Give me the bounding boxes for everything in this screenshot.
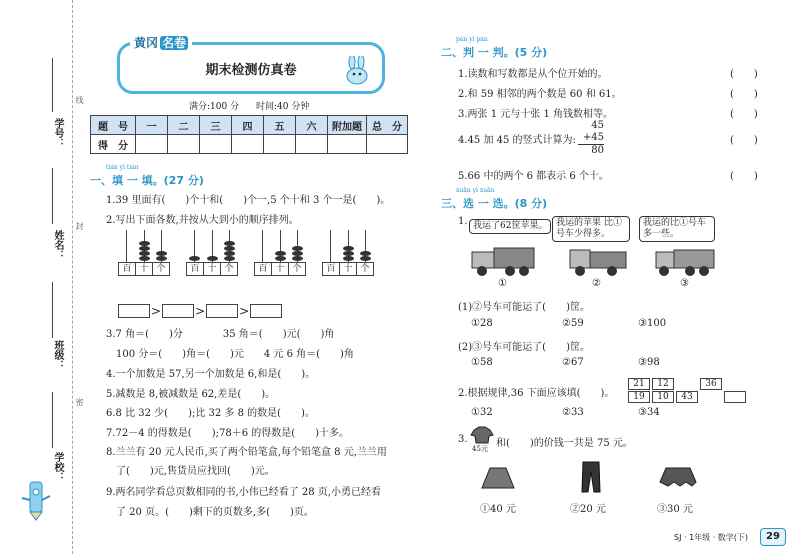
q3-3-opt2[interactable]: ②20 元 bbox=[570, 504, 606, 515]
section1-pinyin: tián yì tián bbox=[106, 164, 139, 171]
truck-1-icon bbox=[470, 244, 536, 278]
judge-answer-1[interactable]: ( ) bbox=[730, 69, 758, 80]
q1-5: 5.减数是 8,被减数是 62,差是( )。 bbox=[106, 389, 276, 400]
q3-1-sub1: (1)②号车可能运了( )筐。 bbox=[458, 302, 590, 313]
q3-3-opt1[interactable]: ①40 元 bbox=[480, 504, 516, 515]
q3-1-sub2-opt3[interactable]: ③98 bbox=[638, 357, 660, 368]
binding-mark-seal: 封 bbox=[75, 222, 84, 230]
truck-2-icon bbox=[568, 244, 628, 278]
q3-2: 2.根据规律,36 下面应该填( )。 bbox=[458, 388, 615, 399]
school-label: 学校： bbox=[52, 452, 63, 482]
rabbit-mascot-icon bbox=[340, 56, 374, 86]
speech-bubble-1: 我运了62筐苹果。 bbox=[469, 219, 551, 234]
score-header-cell: 题 号 bbox=[91, 116, 136, 135]
tutu-skirt-icon bbox=[658, 466, 698, 490]
page-number: 29 bbox=[760, 528, 786, 546]
section2-title: 二、判 一 判。(5 分) bbox=[441, 46, 548, 59]
judge-answer-3[interactable]: ( ) bbox=[730, 109, 758, 120]
score-header-cell: 二 bbox=[168, 116, 200, 135]
truck-label-2: ② bbox=[592, 278, 601, 289]
student-id-line[interactable] bbox=[52, 58, 53, 112]
name-line[interactable] bbox=[52, 168, 53, 224]
judge-answer-2[interactable]: ( ) bbox=[730, 89, 758, 100]
q3-3-opt3[interactable]: ③30 元 bbox=[657, 504, 693, 515]
score-header-cell: 总 分 bbox=[367, 116, 408, 135]
q1-3-line1: 3.7 角＝( )分 35 角＝( )元( )角 bbox=[106, 329, 335, 340]
q1-3-line2: 100 分＝( )角＝( )元 4 元 6 角＝( )角 bbox=[106, 349, 354, 360]
pants-icon bbox=[580, 460, 602, 494]
ordering-boxes: > > > bbox=[118, 300, 282, 319]
score-table bbox=[90, 115, 408, 154]
pencil-mascot-icon bbox=[16, 478, 60, 522]
score-cell[interactable] bbox=[328, 135, 367, 154]
abacus-4: 百 十 个 bbox=[322, 230, 374, 276]
judge-item-4: 4.45 加 45 的竖式计算为: bbox=[458, 135, 576, 146]
q3-3: 和( )的价钱一共是 75 元。 bbox=[496, 438, 633, 449]
school-line[interactable] bbox=[52, 392, 53, 448]
judge-item-1: 1.读数和写数都是从个位开始的。 bbox=[458, 69, 608, 80]
section2-pinyin: pàn yì pàn bbox=[456, 36, 488, 43]
q1-8-line2: 了( )元,售货员应找回( )元。 bbox=[106, 466, 275, 477]
vertical-calculation: 45 +45 80 bbox=[578, 120, 604, 157]
judge-item-3: 3.两张 1 元与十张 1 角钱数相等。 bbox=[458, 109, 613, 120]
q3-2-opt3[interactable]: ③34 bbox=[638, 407, 660, 418]
score-cell[interactable] bbox=[367, 135, 408, 154]
score-cell[interactable] bbox=[136, 135, 168, 154]
sweater-icon bbox=[470, 426, 494, 444]
q1-2: 2.写出下面各数,并按从大到小的顺序排列。 bbox=[106, 215, 299, 226]
score-header-cell: 六 bbox=[296, 116, 328, 135]
truck-label-3: ③ bbox=[680, 278, 689, 289]
section1-title: 一、填 一 填。(27 分) bbox=[90, 174, 204, 187]
answer-box[interactable] bbox=[118, 304, 150, 318]
q3-1-number: 1. bbox=[458, 216, 468, 227]
q1-8-line1: 8.兰兰有 20 元人民币,买了两个铅笔盒,每个铅笔盒 8 元,兰兰用 bbox=[106, 447, 387, 458]
binding-mark-line: 线 bbox=[75, 96, 84, 104]
abacus-3: 百 十 个 bbox=[254, 230, 306, 276]
student-id-label: 学号： bbox=[52, 118, 63, 148]
q1-4: 4.一个加数是 57,另一个加数是 6,和是( )。 bbox=[106, 369, 316, 380]
score-header-cell: 五 bbox=[264, 116, 296, 135]
class-line[interactable] bbox=[52, 282, 53, 338]
exam-title: 期末检测仿真卷 bbox=[205, 63, 297, 78]
judge-answer-5[interactable]: ( ) bbox=[730, 171, 758, 182]
abacus-2: 百 十 个 bbox=[186, 230, 238, 276]
q1-9-line1: 9.两名同学看总页数相同的书,小伟已经看了 28 页,小勇已经看 bbox=[106, 487, 381, 498]
score-row-label: 得 分 bbox=[91, 135, 136, 154]
q1-1: 1.39 里面有( )个十和( )个一,5 个十和 3 个一是( )。 bbox=[106, 195, 391, 206]
score-cell[interactable] bbox=[168, 135, 200, 154]
speech-bubble-3: 我运的比①号车多一些。 bbox=[639, 216, 715, 242]
score-cell[interactable] bbox=[264, 135, 296, 154]
truck-3-icon bbox=[654, 246, 716, 278]
q1-7: 7.72－4 的得数是( );78＋6 的得数是( )十多。 bbox=[106, 428, 350, 439]
q3-1-sub1-opt2[interactable]: ②59 bbox=[562, 318, 584, 329]
score-cell[interactable] bbox=[200, 135, 232, 154]
q3-2-opt2[interactable]: ②33 bbox=[562, 407, 584, 418]
q3-1-sub2-opt2[interactable]: ②67 bbox=[562, 357, 584, 368]
score-header-cell: 一 bbox=[136, 116, 168, 135]
time-limit-text: 时间:40 分钟 bbox=[256, 102, 310, 112]
score-header-cell: 附加题 bbox=[328, 116, 367, 135]
judge-item-5: 5.66 中的两个 6 都表示 6 个十。 bbox=[458, 171, 609, 182]
speech-bubble-2: 我运的苹果 比①号车少得多。 bbox=[552, 216, 630, 242]
skirt-icon bbox=[480, 466, 516, 490]
blank-cell[interactable] bbox=[724, 391, 746, 403]
answer-box[interactable] bbox=[250, 304, 282, 318]
q1-9-line2: 了 20 页。( )剩下的页数多,多( )页。 bbox=[106, 507, 314, 518]
judge-answer-4[interactable]: ( ) bbox=[730, 135, 758, 146]
sweater-price: 45元 bbox=[472, 445, 488, 453]
q3-1-sub1-opt3[interactable]: ③100 bbox=[638, 318, 667, 329]
brand-logo: 黄冈 名卷 bbox=[130, 34, 192, 51]
abacus-1: 百 十 个 bbox=[118, 230, 170, 276]
q3-1-sub2-opt1[interactable]: ①58 bbox=[471, 357, 493, 368]
q3-1-sub1-opt1[interactable]: ①28 bbox=[471, 318, 493, 329]
name-label: 姓名： bbox=[52, 230, 63, 260]
answer-box[interactable] bbox=[206, 304, 238, 318]
score-header-cell: 四 bbox=[232, 116, 264, 135]
q3-2-opt1[interactable]: ①32 bbox=[471, 407, 493, 418]
score-cell[interactable] bbox=[232, 135, 264, 154]
answer-box[interactable] bbox=[162, 304, 194, 318]
binding-mark-secret: 密 bbox=[75, 398, 84, 406]
section3-title: 三、选 一 选。(8 分) bbox=[441, 197, 548, 210]
truck-label-1: ① bbox=[498, 278, 507, 289]
grade-subject-footer: SJ · 1年级 · 数学(下) bbox=[674, 533, 749, 542]
number-pattern-grid: 21 12 36 19 10 43 bbox=[628, 378, 744, 403]
q3-3-number: 3. bbox=[458, 434, 468, 445]
binding-dashed-line bbox=[72, 0, 73, 554]
section3-pinyin: xuǎn yì xuǎn bbox=[456, 187, 495, 194]
q1-6: 6.8 比 32 少( );比 32 多 8 的数是( )。 bbox=[106, 408, 315, 419]
q3-1-sub2: (2)③号车可能运了( )筐。 bbox=[458, 342, 590, 353]
score-cell[interactable] bbox=[296, 135, 328, 154]
full-score-text: 满分:100 分 bbox=[189, 102, 240, 112]
score-header-cell: 三 bbox=[200, 116, 232, 135]
class-label: 班级： bbox=[52, 340, 63, 370]
judge-item-2: 2.和 59 相邻的两个数是 60 和 61。 bbox=[458, 89, 622, 100]
